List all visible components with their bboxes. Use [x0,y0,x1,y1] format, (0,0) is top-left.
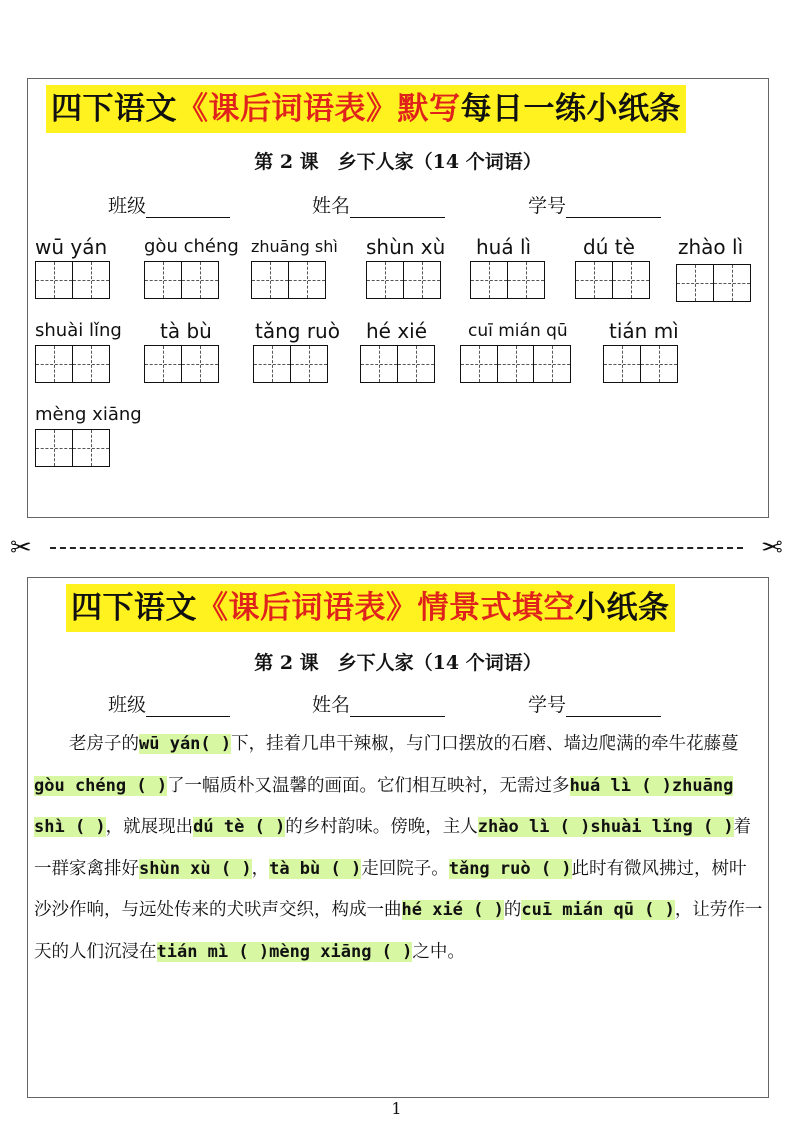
fill-blank[interactable]: shuài lǐng ( ) [590,817,734,837]
writing-grid[interactable] [360,345,433,383]
writing-grid[interactable] [366,261,445,299]
scissors-icon: ✂ [10,533,32,563]
fill-blank[interactable]: hé xié ( ) [401,900,504,920]
word-item [35,319,122,383]
id-label: 学号 [528,694,567,716]
lesson-subtitle: 第 2 课 乡下人家（14 个词语） [254,151,542,173]
word-item [144,319,217,383]
page-number: 1 [391,1099,402,1118]
pinyin: shùn xù [366,235,446,259]
word-item [676,235,749,302]
pinyin: wū yán [35,235,108,259]
word-item [470,235,543,299]
title-part: 小纸条 [575,590,670,626]
writing-grid[interactable] [144,261,239,299]
pinyin: zhuāng shì [251,237,338,256]
fill-blank[interactable]: mèng xiāng ( ) [269,941,413,962]
writing-grid[interactable] [575,261,648,299]
dictation-card [27,78,769,518]
pinyin: tián mì [609,319,679,343]
writing-grid[interactable] [35,345,122,383]
word-item [460,319,570,383]
fill-blank[interactable]: cuī mián qū ( ) [521,900,675,920]
title-part-red: 情景式填空 [417,590,575,626]
fill-in-card [27,577,769,1098]
word-item [251,235,338,299]
fill-in-title [66,584,675,632]
fill-blank[interactable]: huá lì ( ) [569,775,672,796]
text-run: ，让劳作一天的人们沉浸在 [34,900,763,962]
pinyin: gòu chéng [144,236,239,257]
scissors-icon: ✂ [761,533,783,563]
fill-blank[interactable]: tǎng ruò ( ) [448,858,572,879]
writing-grid[interactable] [35,429,142,467]
fill-blank[interactable]: zhuāng shì ( ) [34,775,734,837]
cut-line [10,533,783,563]
word-item [575,235,648,299]
writing-grid[interactable] [603,345,679,383]
word-item [253,319,340,383]
pinyin: tà bù [160,319,212,343]
writing-grid[interactable] [253,345,340,383]
text-run: ， [251,858,270,879]
pinyin: dú tè [583,235,635,259]
pinyin: mèng xiāng [35,404,142,425]
student-id-field[interactable] [528,690,661,717]
class-field[interactable] [108,191,230,218]
text-run: ，就展现出 [105,817,194,837]
pinyin: zhào lì [678,235,744,259]
name-field[interactable] [312,690,445,717]
pinyin: huá lì [476,235,532,259]
text-run: 了一幅质朴又温馨的画面。它们相互映衬，无需过多 [167,775,570,796]
word-item [35,235,108,299]
class-label: 班级 [108,195,147,217]
name-label: 姓名 [312,694,351,716]
text-run: 下，挂着几串干辣椒，与门口摆放的石磨、墙边爬满的牵牛花藤蔓 [231,734,739,754]
writing-grid[interactable] [35,261,108,299]
word-item [366,235,445,299]
word-item [603,319,679,383]
pinyin: cuī mián qū [468,321,568,341]
fill-blank[interactable]: tà bù ( ) [269,858,362,879]
title-part-red: 《课后词语表》 [197,590,418,626]
class-label: 班级 [108,694,147,716]
student-id-field[interactable] [528,191,661,218]
text-run: 着一群家禽排好 [34,817,752,879]
writing-grid[interactable] [251,261,338,299]
title-part-red: 《课后词语表》默写 [177,91,461,127]
fill-blank[interactable]: zhào lì ( ) [477,817,591,837]
writing-grid[interactable] [144,345,217,383]
text-run: 此时有微风拂过，树叶沙沙作响，与远处传来的犬吠声交织，构成一曲 [34,858,747,920]
text-run: 的乡村韵味。傍晚，主人 [285,817,478,837]
title-part: 四下语文 [71,590,197,626]
fill-blank[interactable]: gòu chéng ( ) [34,775,168,796]
fill-blank[interactable]: shùn xù ( ) [139,858,252,879]
fill-blank[interactable]: wū yán( ) [139,734,232,754]
id-label: 学号 [528,195,567,217]
text-run: 的 [503,900,522,920]
text-run: 之中。 [412,941,465,962]
writing-grid[interactable] [460,345,570,383]
lesson-subtitle: 第 2 课 乡下人家（14 个词语） [254,652,542,674]
pinyin: shuài lǐng [35,320,122,341]
title-part: 四下语文 [51,91,177,127]
name-field[interactable] [312,191,445,218]
name-label: 姓名 [312,195,351,217]
dashed-divider [50,547,743,549]
fill-blank[interactable]: dú tè ( ) [193,817,286,837]
writing-grid[interactable] [470,261,543,299]
pinyin: tǎng ruò [255,319,340,343]
dictation-title [46,85,686,133]
class-field[interactable] [108,690,230,717]
text-run: 走回院子。 [361,858,449,879]
text-run: 老房子的 [34,734,139,754]
writing-grid[interactable] [676,264,749,302]
word-item [35,403,142,467]
title-part: 每日一练小纸条 [460,91,681,127]
fill-blank[interactable]: tián mì ( ) [156,941,270,962]
story-paragraph [34,724,764,973]
word-item [360,319,433,383]
word-item [144,235,239,299]
pinyin: hé xié [366,319,428,343]
